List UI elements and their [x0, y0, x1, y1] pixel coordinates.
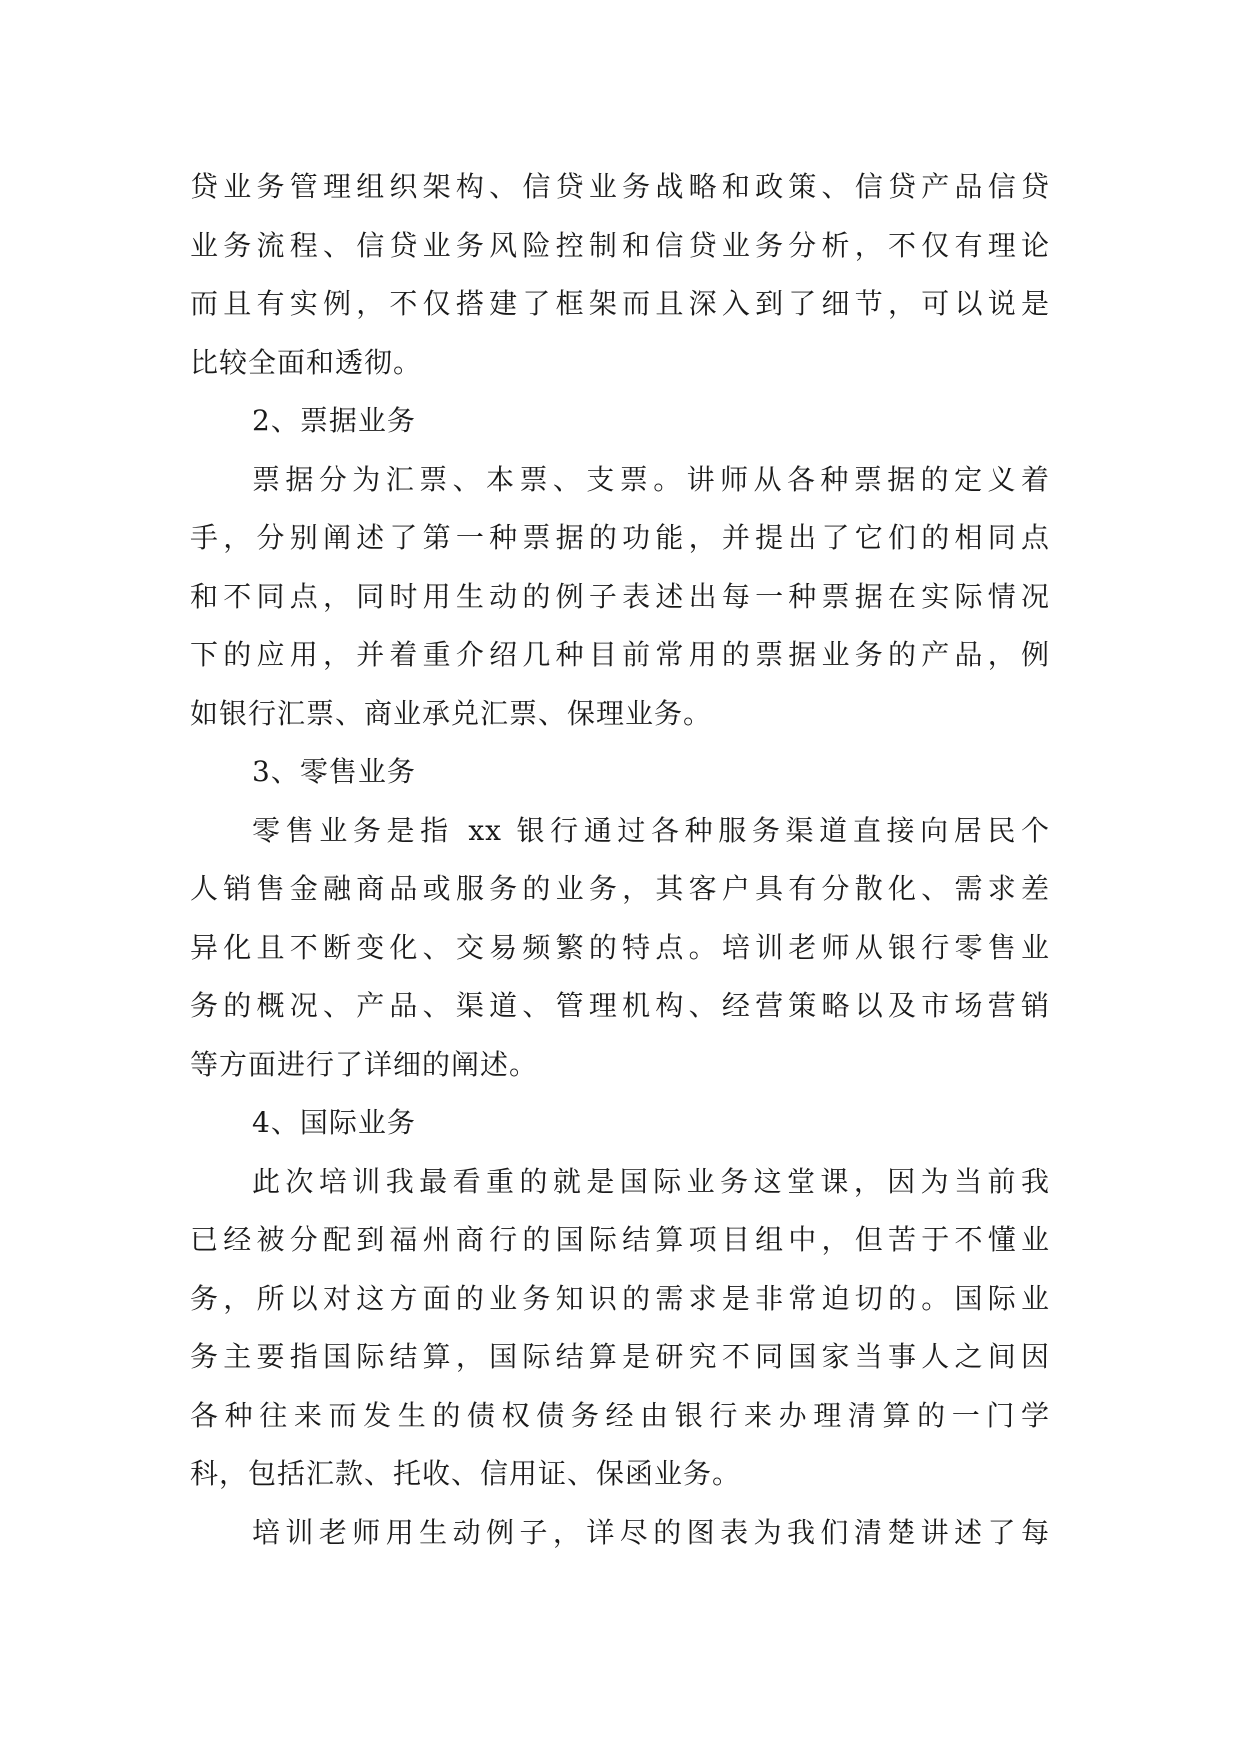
body-text	[190, 158, 1050, 1562]
text-line: 人销售金融商品或服务的业务，其客户具有分散化、需求差	[190, 872, 1050, 905]
text-line: 下的应用，并着重介绍几种目前常用的票据业务的产品，例	[190, 638, 1050, 671]
section-heading: 2、票据业务	[252, 404, 416, 437]
text-line: 异化且不断变化、交易频繁的特点。培训老师从银行零售业	[190, 930, 1050, 964]
text-line: 业务流程、信贷业务风险控制和信贷业务分析，不仅有理论	[190, 228, 1050, 262]
text-line: 各种往来而发生的债权债务经由银行来办理清算的一门学	[190, 1398, 1050, 1432]
text-line: 等方面进行了详细的阐述。	[190, 1047, 539, 1081]
text-line: 此次培训我最看重的就是国际业务这堂课，因为当前我	[252, 1164, 1050, 1198]
text-line: 培训老师用生动例子，详尽的图表为我们清楚讲述了每	[252, 1515, 1050, 1549]
text-line: 贷业务管理组织架构、信贷业务战略和政策、信贷产品信贷	[190, 170, 1050, 203]
text-line: 务主要指国际结算，国际结算是研究不同国家当事人之间因	[190, 1340, 1050, 1373]
section-heading: 4、国际业务	[252, 1106, 416, 1139]
text-line: 手，分别阐述了第一种票据的功能，并提出了它们的相同点	[190, 521, 1050, 554]
section-heading: 3、零售业务	[252, 755, 416, 788]
text-line: 比较全面和透彻。	[190, 345, 423, 379]
text-line: 务，所以对这方面的业务知识的需求是非常迫切的。国际业	[190, 1281, 1050, 1315]
text-line: 科，包括汇款、托收、信用证、保函业务。	[190, 1457, 742, 1490]
text-line: 如银行汇票、商业承兑汇票、保理业务。	[190, 696, 713, 730]
text-line: 已经被分配到福州商行的国际结算项目组中，但苦于不懂业	[190, 1223, 1050, 1256]
text-line: 零售业务是指 xx 银行通过各种服务渠道直接向居民个	[252, 813, 1050, 847]
text-line: 而且有实例，不仅搭建了框架而且深入到了细节，可以说是	[190, 287, 1050, 320]
text-line: 票据分为汇票、本票、支票。讲师从各种票据的定义着	[252, 462, 1050, 496]
text-line: 和不同点，同时用生动的例子表述出每一种票据在实际情况	[190, 579, 1050, 613]
text-line: 务的概况、产品、渠道、管理机构、经营策略以及市场营销	[190, 989, 1050, 1022]
